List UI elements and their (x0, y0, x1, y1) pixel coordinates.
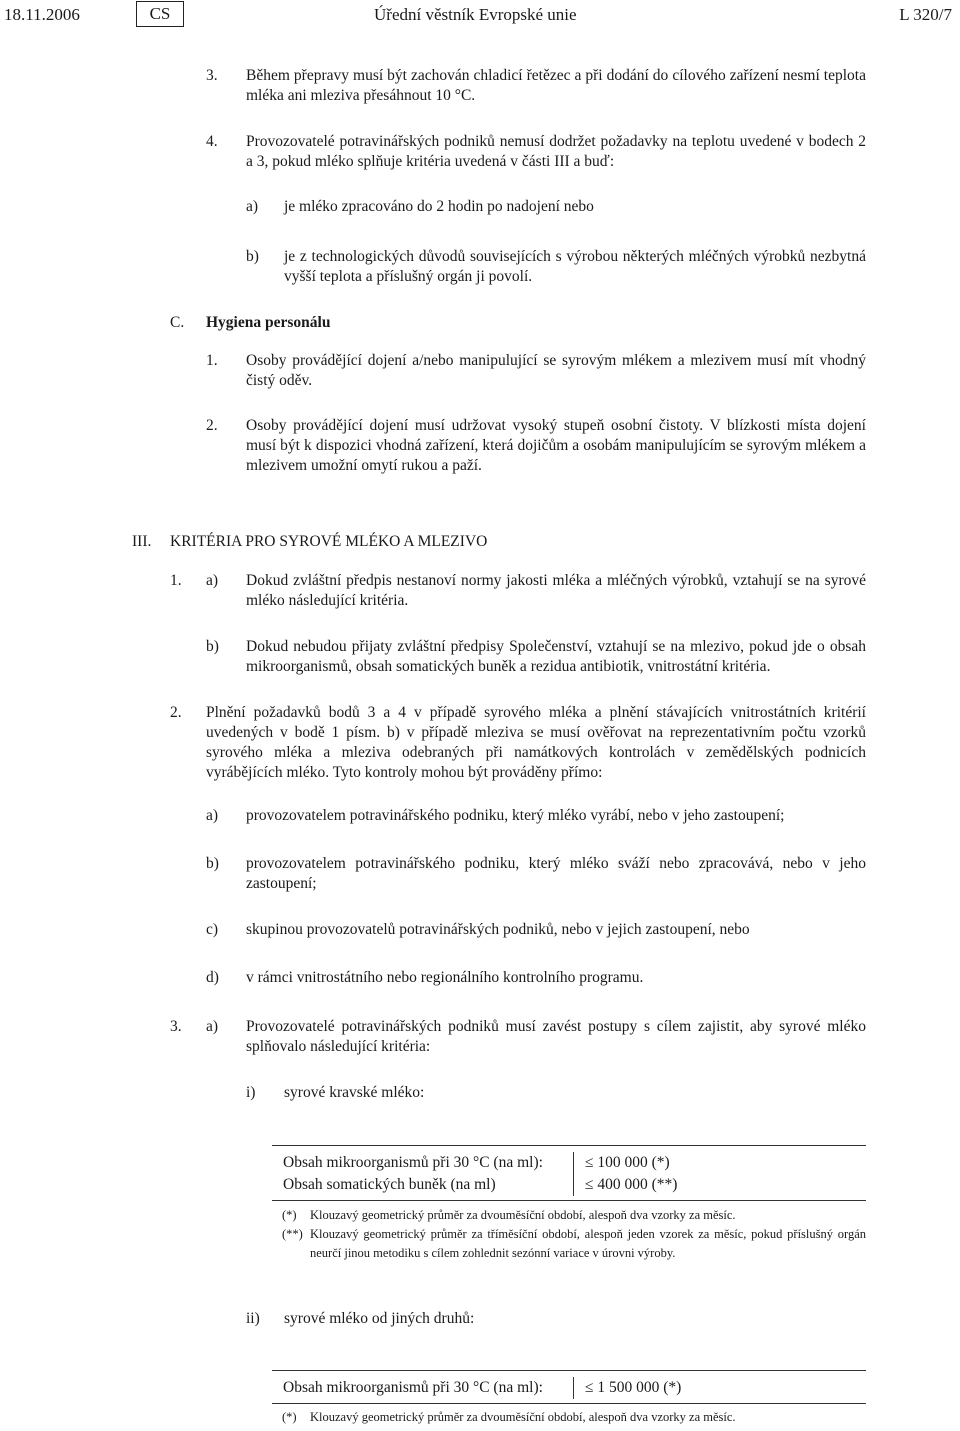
item-letter: d) (206, 969, 219, 986)
table-cell-value: ≤ 400 000 (**) (585, 1176, 678, 1193)
header-date: 18.11.2006 (4, 5, 80, 24)
paragraph: provozovatelem potravinářského podniku, který mléko sváží nebo zpracovává, nebo v jeho zastoupení; (246, 855, 866, 892)
table-cell-label: Obsah mikroorganismů při 30 °C (na ml): (283, 1379, 543, 1396)
item-roman: ii) (246, 1310, 260, 1327)
journal-title: Úřední věstník Evropské unie (374, 5, 577, 24)
item-letter: a) (246, 198, 259, 215)
paragraph: skupinou provozovatelů potravinářských podniků, nebo v jejich zastoupení, nebo (246, 921, 750, 938)
table-divider (573, 1377, 574, 1399)
footnote-text: Klouzavý geometrický průměr za dvouměsíční období, alespoň dva vzorky za měsíc. (310, 1410, 736, 1424)
paragraph: Provozovatelé potravinářských podniků nemusí dodržet požadavky na teplotu uvedené v bodech 2 a 3, pokud mléko splňuje kritéria uvedená v části III a buď: (246, 133, 866, 170)
table-rule (272, 1370, 866, 1371)
paragraph: je z technologických důvodů souvisejících s výrobou některých mléčných výrobků nezbytná vyšší teplota a příslušný orgán ji povolí. (284, 248, 866, 285)
table-rule (272, 1145, 866, 1146)
paragraph: Plnění požadavků bodů 3 a 4 v případě syrového mléka a plnění stávajících vnitrostátních kritérií uvedených v bodě 1 písm. b) v případě mleziva se musí ověřovat na reprezentativním počtu vzorků syrového mléka a mleziva odebraných při namátkových kontrolách v zemědělských podnicích vyrábějících mléko. Tyto kontroly mohou být prováděny přímo: (206, 704, 866, 781)
paragraph: Provozovatelé potravinářských podniků musí zavést postupy s cílem zajistit, aby syrové mléko splňovalo následující kritéria: (246, 1018, 866, 1055)
paragraph: provozovatelem potravinářského podniku, který mléko vyrábí, nebo v jeho zastoupení; (246, 807, 785, 824)
item-number: 1. (206, 352, 218, 369)
language-badge: CS (136, 1, 184, 27)
subsection-title: syrové kravské mléko: (284, 1084, 425, 1101)
paragraph: Dokud nebudou přijaty zvláštní předpisy Společenství, vztahují se na mlezivo, pokud jde o obsah mikroorganismů, obsah somatických buněk a rezidua antibiotik, vnitrostátní kritéria. (246, 638, 866, 675)
item-number: 4. (206, 133, 218, 150)
table-rule (272, 1403, 866, 1404)
paragraph: v rámci vnitrostátního nebo regionálního kontrolního programu. (246, 969, 644, 986)
page-reference: L 320/7 (899, 5, 952, 24)
paragraph: Osoby provádějící dojení a/nebo manipulující se syrovým mlékem a mlezivem musí mít vhodný čistý oděv. (246, 352, 866, 389)
item-letter: b) (206, 855, 219, 872)
item-letter: b) (206, 638, 219, 655)
table-cell-value: ≤ 100 000 (*) (585, 1154, 670, 1171)
item-number: 2. (206, 417, 218, 434)
item-number: 3. (206, 67, 218, 84)
section-number: III. (132, 533, 152, 550)
item-roman: i) (246, 1084, 256, 1101)
item-letter: a) (206, 807, 219, 824)
footnote-mark: (**) (282, 1227, 303, 1241)
item-number: 1. (170, 572, 182, 589)
paragraph: Během přepravy musí být zachován chladicí řetězec a při dodání do cílového zařízení nesmí teplota mléka ani mleziva přesáhnout 10 °C. (246, 67, 866, 104)
footnote-mark: (*) (282, 1208, 297, 1222)
table-rule (272, 1200, 866, 1201)
table-divider (573, 1152, 574, 1196)
subsection-title: syrové mléko od jiných druhů: (284, 1310, 475, 1327)
table-cell-label: Obsah somatických buněk (na ml) (283, 1176, 496, 1193)
item-number: 2. (170, 704, 182, 721)
item-letter: c) (206, 921, 219, 938)
section-heading: Hygiena personálu (206, 314, 331, 331)
item-number: 3. (170, 1018, 182, 1035)
paragraph: Osoby provádějící dojení musí udržovat vysoký stupeň osobní čistoty. V blízkosti místa dojení musí být k dispozici vhodná zařízení, která dojičům a osobám manipulujícím se syrovým mlékem a mlezivem umožní omytí rukou a paží. (246, 417, 866, 474)
table-cell-value: ≤ 1 500 000 (*) (585, 1379, 682, 1396)
footnote-text: Klouzavý geometrický průměr za dvouměsíční období, alespoň dva vzorky za měsíc. (310, 1208, 736, 1222)
paragraph: Dokud zvláštní předpis nestanoví normy jakosti mléka a mléčných výrobků, vztahují se na syrové mléko následující kritéria. (246, 572, 866, 609)
section-number: C. (170, 314, 185, 331)
paragraph: je mléko zpracováno do 2 hodin po nadojení nebo (284, 198, 594, 215)
footnote-text: Klouzavý geometrický průměr za tříměsíční období, alespoň jeden vzorek za měsíc, pokud příslušný orgán neurčí jinou metodiku s cílem zohlednit sezónní variace v úrovni výroby. (310, 1227, 866, 1260)
table-cell-label: Obsah mikroorganismů při 30 °C (na ml): (283, 1154, 543, 1171)
section-heading: KRITÉRIA PRO SYROVÉ MLÉKO A MLEZIVO (170, 533, 488, 550)
item-letter: a) (206, 572, 219, 589)
footnote-mark: (*) (282, 1410, 297, 1424)
item-letter: a) (206, 1018, 219, 1035)
item-letter: b) (246, 248, 259, 265)
